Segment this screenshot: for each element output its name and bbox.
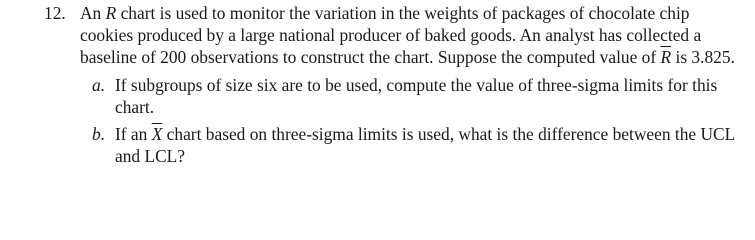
part-b-label: b.	[92, 124, 106, 145]
problem-text-seg: An	[80, 3, 106, 23]
part-b-text-seg: If an	[115, 124, 152, 145]
problem-12	[44, 2, 744, 167]
problem-text	[80, 3, 735, 67]
part-b	[44, 123, 744, 167]
problem-text-seg: chart is used to monitor the variation in the weights of packages of chocolate chip cookies produced by a large national producer of baked goods. An analyst has collected a baseline of 200 observations to construct the chart. Suppose the computed value of	[80, 3, 702, 68]
problem-statement	[44, 2, 744, 69]
part-a-label: a.	[92, 74, 106, 95]
problem-text-seg: is 3.825.	[671, 47, 735, 68]
part-b-text-seg: chart based on three-sigma limits is used, what is the difference between the UCL and LCL?	[115, 124, 735, 167]
r-bar-symbol: $\overline{R}$	[660, 47, 672, 68]
part-a	[44, 74, 744, 118]
clipped-next-line	[60, 171, 700, 175]
problem-number: 12.	[44, 3, 66, 23]
part-b-text	[115, 124, 735, 166]
part-a-text: If subgroups of size six are to be used, compute the value of three-sigma limits for this chart.	[115, 74, 718, 117]
r-symbol: R	[105, 3, 117, 23]
x-bar-symbol: $\overline{X}$	[151, 124, 163, 145]
